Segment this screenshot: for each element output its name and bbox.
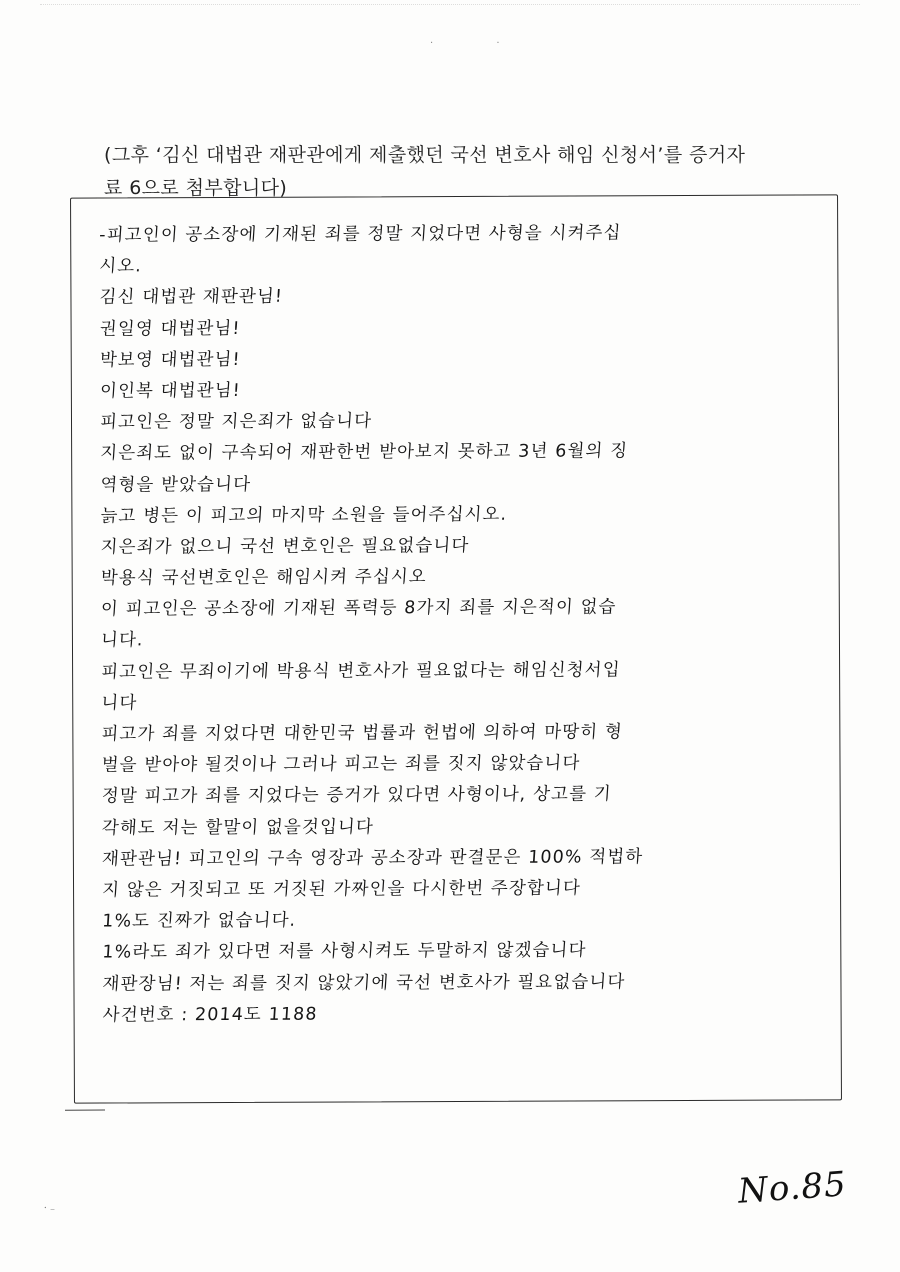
letter-line: 박용식 국선변호인은 해임시켜 주십시오 xyxy=(100,567,428,589)
scan-mark: · · xyxy=(430,38,530,49)
letter-line: 피고인은 정말 지은죄가 없습니다 xyxy=(99,411,373,433)
letter-line: 각해도 저는 할말이 없을것입니다 xyxy=(101,816,375,839)
letter-line: -피고인이 공소장에 기재된 죄를 정말 지었다면 사형을 시켜주십 xyxy=(98,223,623,246)
letter-line: 지 않은 거짓되고 또 거짓된 가짜인을 다시한번 주장합니다 xyxy=(101,878,582,901)
letter-line: 1%라도 죄가 있다면 저를 사형시켜도 두말하지 않겠습니다 xyxy=(101,940,588,963)
letter-lines xyxy=(99,217,823,1031)
letter-line: 김신 대법관 재판관님! xyxy=(98,287,284,308)
letter-line: 역형을 받았습니다 xyxy=(99,474,252,496)
letter-line: 재판장님! 저는 죄를 짓지 않았기에 국선 변호사가 필요없습니다 xyxy=(101,971,627,995)
page-number: No.85 xyxy=(736,1164,848,1212)
scan-edge-artifact xyxy=(40,4,860,19)
letter-line: 피고인은 무죄이기에 박용식 변호사가 필요없다는 해임신청서입 xyxy=(100,659,622,683)
letter-line: 지은죄도 없이 구속되어 재판한번 받아보지 못하고 3년 6월의 징 xyxy=(99,441,629,464)
letter-line: 니다 xyxy=(100,693,138,714)
letter-line: 권일영 대법관님! xyxy=(98,318,242,340)
margin-mark: ⸱ ₋ xyxy=(44,1203,56,1214)
letter-line: 피고가 죄를 지었다면 대한민국 법률과 헌법에 의하여 마땅히 형 xyxy=(100,722,624,745)
case-number-line: 사건번호 : 2014도 1188 xyxy=(101,1004,319,1026)
letter-line: 재판관님! 피고인의 구속 영장과 공소장과 판결문은 100% 적법하 xyxy=(101,846,644,870)
handwritten-letter-box xyxy=(70,194,842,1103)
letter-line: 이인복 대법관님! xyxy=(99,380,242,402)
letter-line: 지은죄가 없으니 국선 변호인은 필요없습니다 xyxy=(99,535,470,558)
letter-line: 이 피고인은 공소장에 기재된 폭력등 8가지 죄를 지은적이 없습 xyxy=(100,597,618,620)
letter-line: 1%도 진짜가 없습니다. xyxy=(101,910,297,932)
attachment-note: (그후 ‘김신 대법관 재판관에게 제출했던 국선 변호사 해임 신청서’를 증거자료 6으로 첨부합니다) xyxy=(104,144,746,199)
letter-line: 시오. xyxy=(98,256,143,277)
letter-line: 늙고 병든 이 피고의 마지막 소원을 들어주십시오. xyxy=(99,504,508,527)
letter-line: 벌을 받아야 될것이나 그러나 피고는 죄를 짓지 않았습니다 xyxy=(100,753,581,776)
letter-line: 니다. xyxy=(100,630,145,651)
letter-line: 정말 피고가 죄를 지었다는 증거가 있다면 사형이나, 상고를 기 xyxy=(101,784,613,807)
letter-line: 박보영 대법관님! xyxy=(99,349,242,371)
